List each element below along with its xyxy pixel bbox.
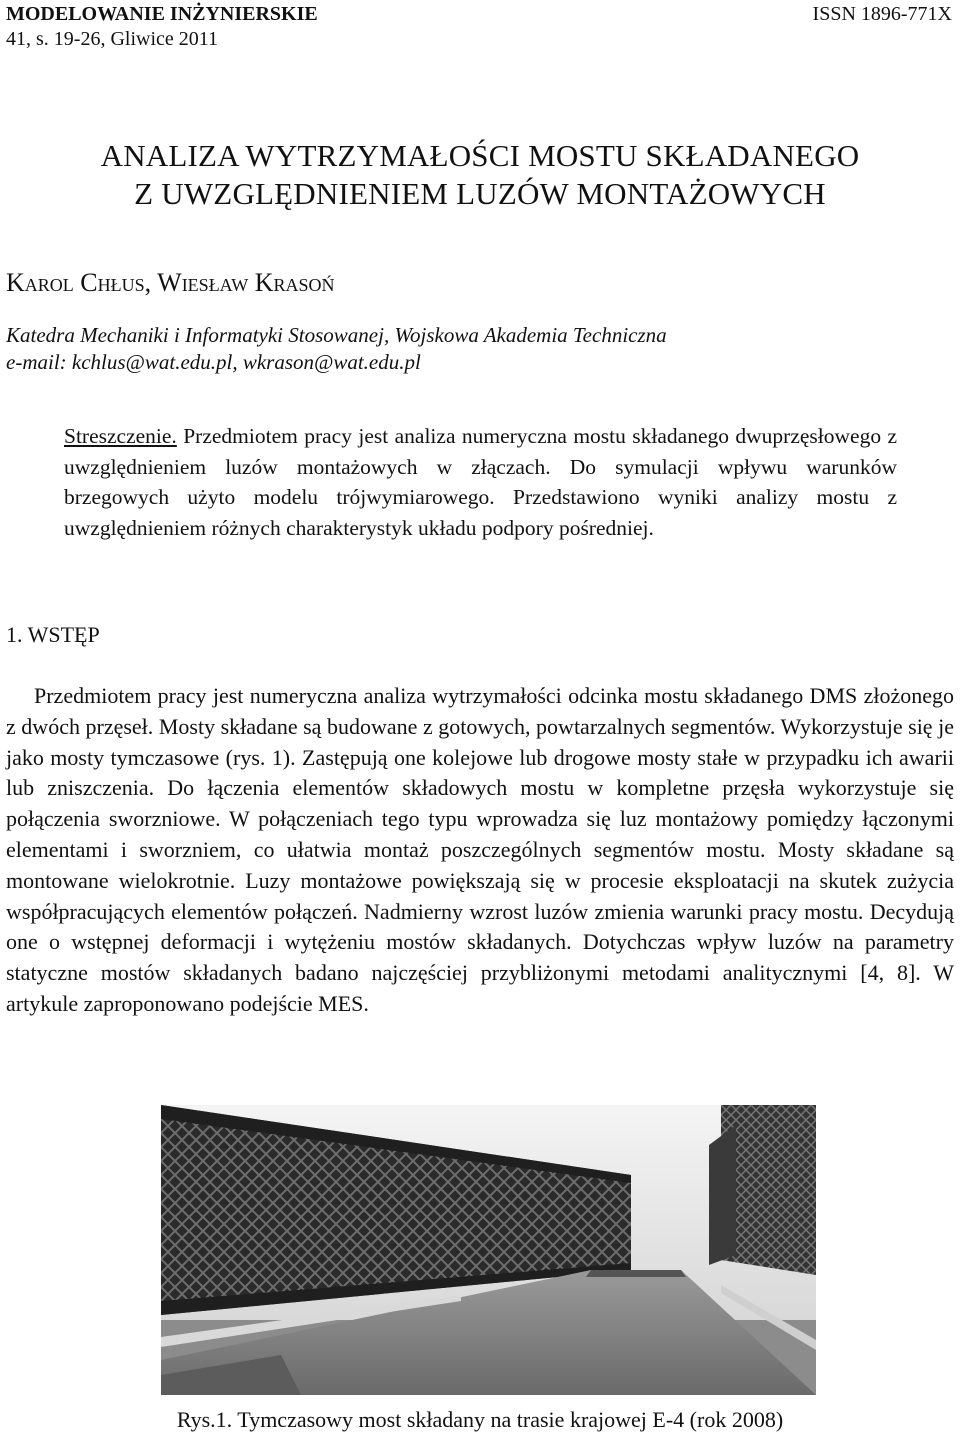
figure-caption: Rys.1. Tymczasowy most składany na trasie krajowej E-4 (rok 2008) bbox=[176, 1407, 784, 1432]
affiliation-block bbox=[6, 322, 667, 376]
section-paragraph: Przedmiotem pracy jest numeryczna analiza wytrzymałości odcinka mostu składanego DMS złożonego z dwóch przęseł. Mosty składane są budowane z gotowych, powtarzalnych segmentów. Wykorzystuje się je jako mosty tymczasowe (rys. 1). Zastępują one kolejowe lub drogowe mosty stałe w przypadku ich awarii lub zniszczenia. Do łączenia elementów składowych mostu w kompletne przęsła wykorzystuje się połączenia sworzniowe. W połączeniach tego typu wprowadza się luz montażowy pomiędzy łączonymi elementami i sworzniem, co ułatwia montaż poszczególnych segmentów mostu. Mosty składane są montowane wielokrotnie. Luzy montażowe powiększają się w procesie eksploatacji na skutek zużycia współpracujących elementów połączeń. Nadmierny wzrost luzów zmienia warunki pracy mostu. Decydują one o wstępnej deformacji i wytężeniu mostów składanych. Dotychczas wpływ luzów na parametry statyczne mostów składanych badano najczęściej przybliżonymi metodami analitycznymi [4, 8]. W artykule zaproponowano podejście MES. bbox=[6, 683, 954, 1016]
abstract bbox=[64, 421, 897, 543]
journal-name: MODELOWANIE INŻYNIERSKIE bbox=[6, 3, 318, 25]
bridge-photo bbox=[161, 1105, 816, 1395]
journal-issue: 41, s. 19-26, Gliwice 2011 bbox=[6, 28, 219, 50]
paper-title bbox=[0, 137, 960, 213]
issn: ISSN 1896-771X bbox=[812, 3, 952, 25]
title-line-1: ANALIZA WYTRZYMAŁOŚCI MOSTU SKŁADANEGO bbox=[100, 138, 860, 173]
abstract-label: Streszczenie. bbox=[64, 424, 177, 448]
journal-header bbox=[6, 2, 318, 52]
title-line-2: Z UWZGLĘDNIENIEM LUZÓW MONTAŻOWYCH bbox=[134, 176, 826, 211]
section-body bbox=[6, 681, 954, 1020]
bridge-photo-image bbox=[161, 1105, 816, 1395]
email: e-mail: kchlus@wat.edu.pl, wkrason@wat.edu.pl bbox=[6, 350, 421, 374]
authors: Karol Chłus, Wiesław Krasoń bbox=[6, 268, 335, 297]
section-heading: 1. WSTĘP bbox=[6, 622, 100, 647]
affiliation: Katedra Mechaniki i Informatyki Stosowanej, Wojskowa Akademia Techniczna bbox=[6, 323, 667, 347]
abstract-text: Przedmiotem pracy jest analiza numeryczna mostu składanego dwuprzęsłowego z uwzględnieniem luzów montażowych w złączach. Do symulacji wpływu warunków brzegowych użyto modelu trójwymiarowego. Przedstawiono wyniki analizy mostu z uwzględnieniem różnych charakterystyk układu podpory pośredniej. bbox=[64, 424, 897, 540]
